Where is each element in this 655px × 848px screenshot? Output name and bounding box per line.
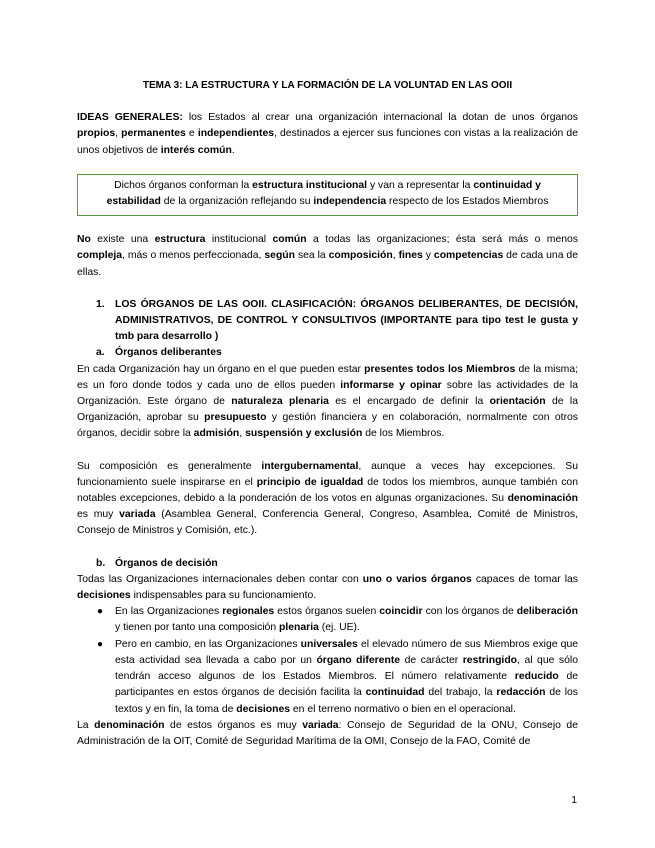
bold-run: deliberación: [516, 606, 578, 618]
section-1-heading: [96, 297, 578, 346]
text-run: y van a representar la: [367, 179, 474, 191]
bullet-icon: ●: [97, 606, 104, 618]
bold-run: restringido: [462, 654, 518, 666]
bold-run: órgano diferente: [316, 654, 401, 666]
text-run: de estos órganos es muy: [164, 719, 303, 731]
bold-run: intergubernamental: [261, 460, 359, 472]
text-run: En cada Organización hay un órgano en el que pueden estar: [77, 363, 365, 375]
text-run: y: [422, 250, 434, 262]
bold-run: decisiones: [236, 703, 291, 715]
bold-run: plenaria: [279, 622, 319, 634]
subsection-letter: b.: [96, 557, 106, 569]
text-run: a todas las organizaciones; ésta será más o menos: [306, 234, 578, 246]
bold-run: continuidad y estabilidad: [106, 179, 541, 208]
text-run: Todas las Organizaciones internacionales deben contar con: [77, 573, 363, 585]
text-run: La: [77, 719, 95, 731]
bold-run: compleja: [77, 250, 123, 262]
subsection-b-heading: [96, 556, 578, 572]
text-run: (Asamblea General, Conferencia General, Congreso, Asamblea, Comité de Ministros, Consejo de Ministros y Comisión, etc.).: [77, 509, 578, 537]
bold-run: estructura: [154, 234, 206, 246]
ideas-generales-paragraph: [77, 110, 578, 159]
bold-run: estructura institucional: [252, 179, 368, 191]
text-run: , destinados a ejercer sus funciones con vistas a la realización de unos objetivos de: [77, 128, 578, 156]
text-run: Pero en cambio, en las Organizaciones: [115, 638, 301, 650]
bullet-list: [77, 604, 578, 717]
bold-run: orientación: [489, 396, 546, 408]
text-run: de participantes en estos órganos de decisión facilita la: [115, 671, 578, 699]
text-run: sea la: [295, 250, 329, 262]
bold-run: denominación: [94, 719, 165, 731]
text-run: ,: [115, 128, 122, 140]
bold-run: naturaleza plenaria: [231, 396, 329, 408]
text-run: de los textos y en fin, la toma de: [115, 687, 578, 715]
bold-run: universales: [300, 638, 358, 650]
text-run: y tienen por tanto una composición: [115, 622, 280, 634]
bold-run: continuidad: [365, 687, 425, 699]
page-number: 1: [571, 795, 577, 806]
bold-run: suspensión y exclusión: [245, 428, 363, 440]
text-run: en el terreno normativo o bien en el operacional.: [290, 703, 516, 715]
bold-run: regionales: [222, 606, 275, 618]
section-number: 1.: [96, 298, 105, 310]
text-run: Su composición es generalmente: [77, 460, 262, 472]
text-run: respecto de los Estados Miembros: [386, 196, 549, 208]
bold-run: competencias: [433, 250, 504, 262]
bold-run: interés común: [160, 144, 232, 156]
bold-run: admisión: [193, 428, 240, 440]
subsection-heading-text: Órganos de decisión: [115, 557, 218, 569]
bold-run: principio de igualdad: [256, 476, 364, 488]
section-heading-text: LOS ÓRGANOS DE LAS OOII. CLASIFICACIÓN: ÓRGANOS DELIBERANTES, DE DECISIÓN, ADMINISTRATIVOS, DE CONTROL Y CONSULTIVOS (IMPORTANTE para tipo test le gusta y tmb para desarrollo ): [115, 298, 578, 343]
highlight-box: [77, 174, 578, 216]
bold-run: variada: [302, 719, 339, 731]
text-run: existe una: [90, 234, 155, 246]
bullet-icon: ●: [97, 638, 104, 650]
bold-run: según: [264, 250, 295, 262]
text-run: del trabajo, la: [424, 687, 497, 699]
bold-run: informarse y opinar: [340, 379, 442, 391]
text-run: .: [231, 144, 235, 156]
bold-run: No: [77, 234, 91, 246]
text-run: de cada una de ellas.: [77, 250, 578, 278]
text-run: , más o menos perfeccionada,: [122, 250, 265, 262]
text-run: de la Organización, aprobar su: [77, 396, 578, 424]
text-run: En las Organizaciones: [115, 606, 223, 618]
bold-run: coincidir: [379, 606, 423, 618]
text-run: sobre las actividades de la Organización. Este órgano de: [77, 379, 579, 408]
organos-deliberantes-paragraph-2: [77, 459, 578, 540]
bold-run: permanentes: [121, 128, 186, 140]
text-run: , aunque a veces hay excepciones. Su funcionamiento suele inspirarse en el: [77, 460, 578, 488]
bold-run: composición: [328, 250, 393, 262]
bold-run: fines: [398, 250, 423, 262]
text-run: los Estados al crear una organización internacional la dotan de unos órganos: [182, 112, 579, 124]
ideas-label: IDEAS GENERALES:: [77, 112, 183, 124]
bold-run: independientes: [197, 128, 275, 140]
text-run: , al que sólo tendrán acceso algunos de los Estados Miembros. El número relativamente: [115, 654, 578, 683]
text-run: el elevado número de sus Miembros exige que esta actividad sea llevada a cabo por un: [115, 638, 579, 666]
text-run: es el encargado de definir la: [328, 396, 490, 408]
bullet-text: [115, 637, 578, 718]
document-title: TEMA 3: LA ESTRUCTURA Y LA FORMACIÓN DE LA VOLUNTAD EN LAS OOII: [142, 80, 513, 91]
list-item: [97, 604, 578, 636]
bold-run: denominación: [507, 493, 578, 505]
text-run: de la misma; es un foro donde todos y cada uno de ellos pueden: [77, 363, 578, 391]
text-run: indispensables para su funcionamiento.: [130, 590, 317, 602]
text-run: de la organización reflejando su: [160, 196, 314, 208]
organos-decision-paragraph-2: [77, 718, 578, 750]
text-run: de los Miembros.: [362, 428, 445, 440]
no-estructura-paragraph: [77, 232, 578, 281]
text-run: (ej. UE).: [318, 622, 360, 634]
bold-run: independencia: [313, 196, 387, 208]
text-run: e: [185, 128, 198, 140]
bold-run: reducido: [514, 671, 559, 683]
bold-run: redacción: [496, 687, 546, 699]
text-run: y gestión financiera y en colaboración, normalmente con otros órganos, decidir sobre la: [77, 412, 578, 440]
text-run: ,: [239, 428, 246, 440]
organos-decision-paragraph-1: [77, 572, 578, 604]
bold-run: decisiones: [77, 590, 131, 602]
text-run: de carácter: [400, 654, 463, 666]
list-item: [97, 637, 578, 718]
text-run: institucional: [205, 234, 273, 246]
bold-run: presentes todos los Miembros: [364, 363, 516, 375]
bold-run: presupuesto: [204, 412, 267, 424]
subsection-heading-text: Órganos deliberantes: [115, 347, 222, 359]
bullet-text: [115, 604, 578, 636]
text-run: con los órganos de: [422, 606, 517, 618]
text-run: ,: [392, 250, 399, 262]
subsection-a-heading: [96, 345, 578, 361]
bold-run: común: [272, 234, 307, 246]
bold-run: uno o varios órganos: [362, 573, 472, 585]
bold-run: variada: [119, 509, 156, 521]
bold-run: propios: [77, 128, 116, 140]
subsection-letter: a.: [96, 347, 105, 359]
text-run: es muy: [77, 509, 120, 521]
text-run: Dichos órganos conforman la: [114, 179, 253, 191]
text-run: estos órganos suelen: [274, 606, 380, 618]
organos-deliberantes-paragraph-1: [77, 362, 578, 443]
page-content: [77, 78, 578, 750]
text-run: capaces de tomar las: [471, 573, 578, 585]
text-run: : Consejo de Seguridad de la ONU, Consejo de Administración de la OIT, Comité de Seguridad Marítima de la OMI, Consejo de la FAO, Comité de: [77, 719, 578, 747]
text-run: de todos los miembros, aunque también con notables excepciones, debido a la ponderación de los votos en algunas organizaciones. Su: [77, 476, 578, 505]
